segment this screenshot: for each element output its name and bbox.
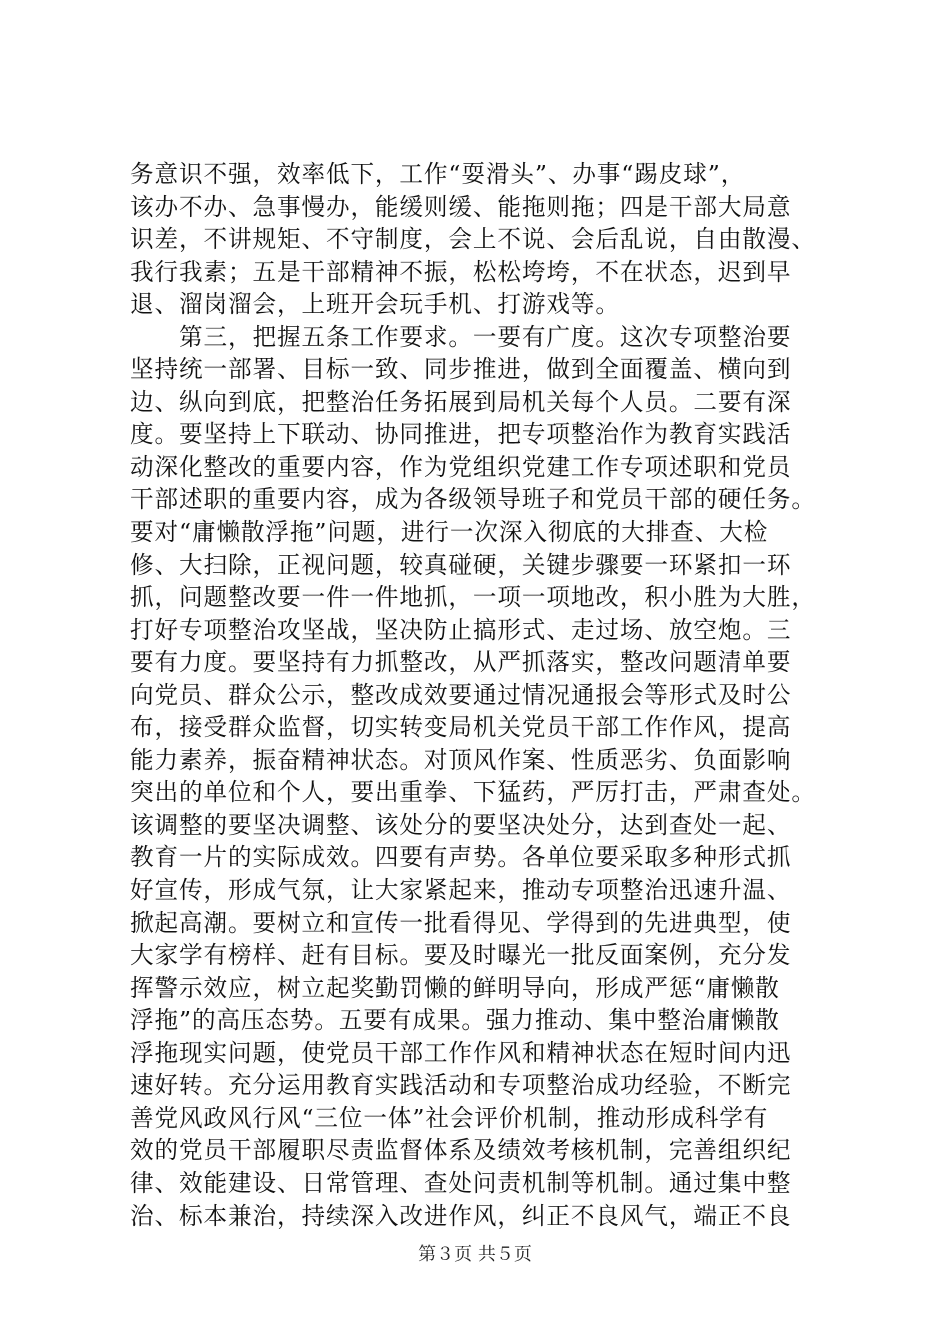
text-line: 动深化整改的重要内容，作为党组织党建工作专项述职和党员 xyxy=(130,452,792,481)
text-line: 该调整的要坚决调整、该处分的要坚决处分，达到查处一起、 xyxy=(130,810,792,839)
text-line: 干部述职的重要内容，成为各级领导班子和党员干部的硬任务。 xyxy=(130,485,816,514)
text-line: 打好专项整治攻坚战，坚决防止搞形式、走过场、放空炮。三 xyxy=(130,615,792,644)
text-line: 抓，问题整改要一件一件地抓，一项一项地改，积小胜为大胜， xyxy=(130,583,816,612)
text-line: 要有力度。要坚持有力抓整改，从严抓落实，整改问题清单要 xyxy=(130,648,792,677)
text-line: 治、标本兼治，持续深入改进作风，纠正不良风气，端正不良 xyxy=(130,1201,792,1230)
text-line: 速好转。充分运用教育实践活动和专项整治成功经验，不断完 xyxy=(130,1071,792,1100)
text-line: 浮拖现实问题，使党员干部工作作风和精神状态在短时间内迅 xyxy=(130,1038,792,1067)
text-line: 突出的单位和个人，要出重拳、下猛药，严厉打击，严肃查处。 xyxy=(130,778,816,807)
text-line: 效的党员干部履职尽责监督体系及绩效考核机制，完善组织纪 xyxy=(130,1136,792,1165)
text-line: 识差，不讲规矩、不守制度，会上不说、会后乱说，自由散漫、 xyxy=(130,225,816,254)
text-line: 坚持统一部署、目标一致、同步推进，做到全面覆盖、横向到 xyxy=(130,355,792,384)
text-line: 向党员、群众公示，整改成效要通过情况通报会等形式及时公 xyxy=(130,680,792,709)
text-line: 度。要坚持上下联动、协同推进，把专项整治作为教育实践活 xyxy=(130,420,792,449)
text-line: 善党风政风行风“三位一体”社会评价机制，推动形成科学有 xyxy=(130,1103,769,1132)
text-line: 要对“庸懒散浮拖”问题，进行一次深入彻底的大排查、大检 xyxy=(130,518,769,547)
page-number-footer: 第３页 共５页 xyxy=(418,1244,532,1265)
text-line: 我行我素；五是干部精神不振，松松垮垮，不在状态，迟到早 xyxy=(130,257,792,286)
text-line: 该办不办、急事慢办，能缓则缓、能拖则拖；四是干部大局意 xyxy=(130,192,792,221)
text-line: 挥警示效应，树立起奖勤罚懒的鲜明导向，形成严惩“庸懒散 xyxy=(130,973,780,1002)
text-line: 布，接受群众监督，切实转变局机关党员干部工作作风，提高 xyxy=(130,713,792,742)
text-line: 教育一片的实际成效。四要有声势。各单位要采取多种形式抓 xyxy=(130,843,792,872)
text-line: 浮拖”的高压态势。五要有成果。强力推动、集中整治庸懒散 xyxy=(130,1006,780,1035)
text-line: 修、大扫除，正视问题，较真碰硬，关键步骤要一环紧扣一环 xyxy=(130,550,792,579)
body-text xyxy=(130,158,830,1232)
text-line: 务意识不强，效率低下，工作“耍滑头”、办事“踢皮球”， xyxy=(130,160,746,188)
text-line: 好宣传，形成气氛，让大家紧起来，推动专项整治迅速升温、 xyxy=(130,876,792,905)
text-line: 律、效能建设、日常管理、查处问责机制等机制。通过集中整 xyxy=(130,1168,792,1197)
text-line: 退、溜岗溜会，上班开会玩手机、打游戏等。 xyxy=(130,290,620,319)
text-line: 大家学有榜样、赶有目标。要及时曝光一批反面案例，充分发 xyxy=(130,941,792,970)
text-line: 能力素养，振奋精神状态。对顶风作案、性质恶劣、负面影响 xyxy=(130,745,792,774)
text-line: 边、纵向到底，把整治任务拓展到局机关每个人员。二要有深 xyxy=(130,387,792,416)
text-line: 掀起高潮。要树立和宣传一批看得见、学得到的先进典型，使 xyxy=(130,908,792,937)
text-line: 第三，把握五条工作要求。一要有广度。这次专项整治要 xyxy=(130,322,792,351)
